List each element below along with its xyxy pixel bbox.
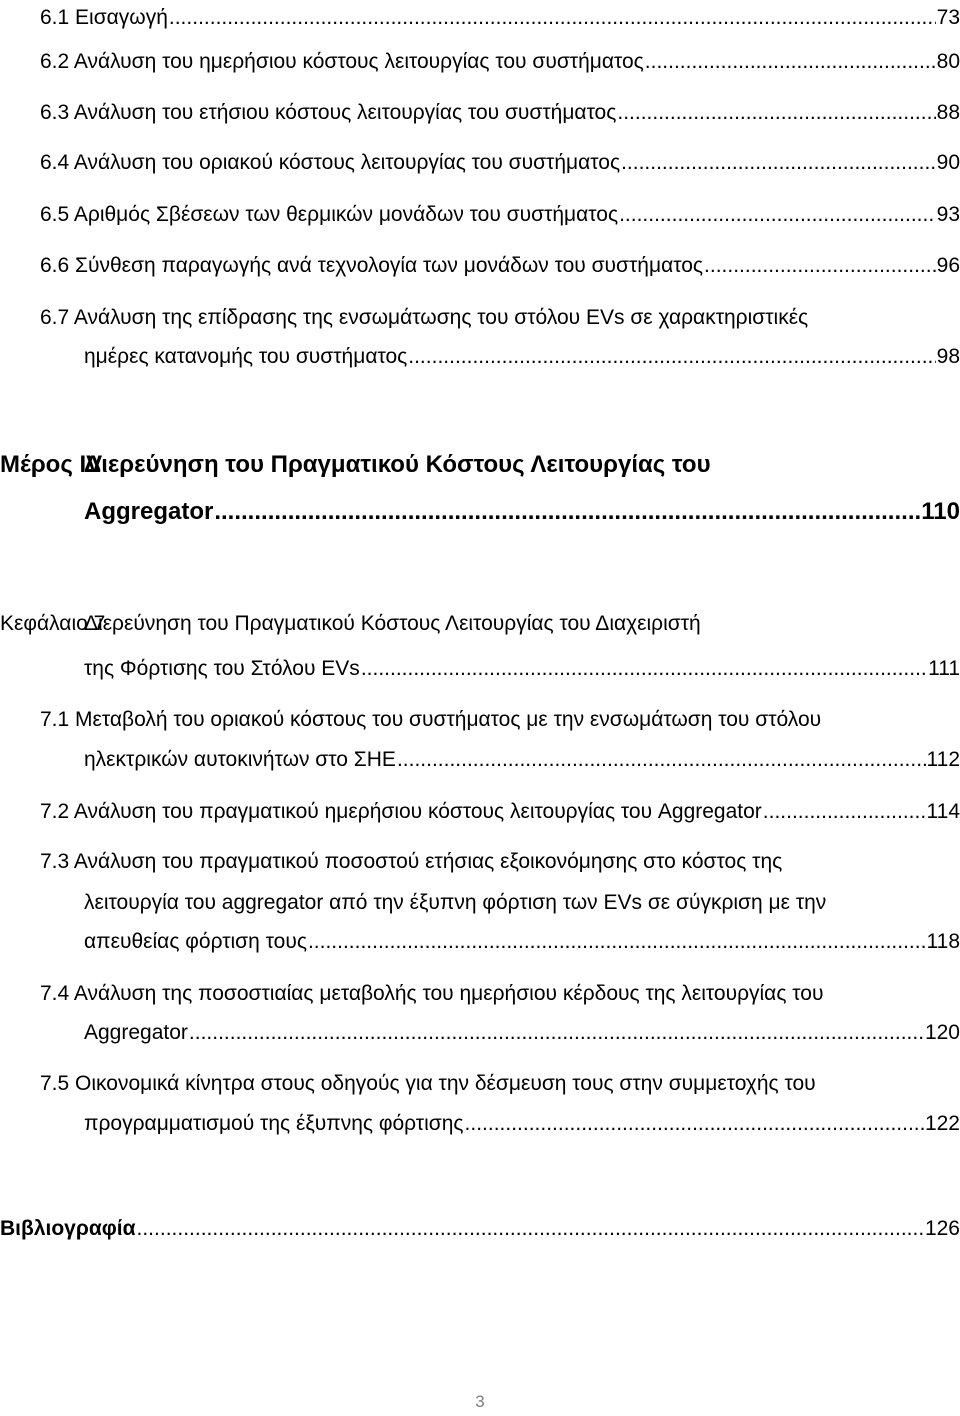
toc-entry-title: Βιβλιογραφία	[0, 1217, 136, 1240]
toc-entry-page: 88	[936, 101, 960, 124]
toc-entry-page: 93	[936, 203, 960, 226]
toc-entry-title: 6.1 Εισαγωγή	[40, 6, 168, 29]
dot-leader	[763, 800, 926, 824]
toc-entry-7-5-line1[interactable]: 7.5 Οικονομικά κίνητρα στους οδηγούς για την δέσμευση τους στην συμμετοχής του	[40, 1072, 816, 1095]
dot-leader	[308, 930, 926, 954]
toc-entry-6-7-line1[interactable]: 6.7 Ανάλυση της επίδρασης της ενσωμάτωσης του στόλου EVs σε χαρακτηριστικές	[40, 306, 809, 329]
toc-entry-chapter-7[interactable]	[84, 657, 960, 681]
part-title-line1[interactable]: Διερεύνηση του Πραγματικού Κόστους Λειτουργίας του	[84, 451, 711, 478]
dot-leader	[361, 657, 927, 681]
dot-leader	[465, 1112, 924, 1136]
toc-entry-title: 6.6 Σύνθεση παραγωγής ανά τεχνολογία των μονάδων του συστήματος	[40, 254, 704, 277]
dot-leader	[645, 50, 936, 74]
toc-entry-7-1[interactable]	[84, 748, 960, 772]
toc-entry-page: 90	[936, 151, 960, 174]
toc-entry-title: 6.2 Ανάλυση του ημερήσιου κόστους λειτουργίας του συστήματος	[40, 50, 644, 73]
toc-entry-page: 122	[924, 1112, 960, 1135]
toc-entry-title: Aggregator	[84, 498, 214, 525]
part-label: Μέρος IV	[0, 451, 103, 478]
toc-entry-6-3[interactable]	[40, 101, 960, 125]
toc-entry-title: 6.4 Ανάλυση του οριακού κόστους λειτουργίας του συστήματος	[40, 151, 621, 174]
toc-entry-page: 112	[926, 748, 960, 771]
toc-entry-title: προγραμματισμού της έξυπνης φόρτισης	[84, 1112, 464, 1135]
toc-entry-page: 120	[924, 1021, 960, 1044]
dot-leader	[169, 6, 936, 30]
toc-entry-6-5[interactable]	[40, 203, 960, 227]
toc-entry-7-4[interactable]	[84, 1021, 960, 1045]
toc-entry-7-3-line2[interactable]: λειτουργία του aggregator από την έξυπνη φόρτιση των EVs σε σύγκριση με την	[84, 891, 827, 914]
page-number: 3	[475, 1392, 485, 1411]
dot-leader	[214, 498, 920, 526]
toc-entry-title: ηλεκτρικών αυτοκινήτων στο ΣΗΕ	[84, 748, 396, 771]
toc-entry-page: 96	[936, 254, 960, 277]
toc-entry-title: απευθείας φόρτιση τους	[84, 930, 307, 953]
dot-leader	[704, 254, 936, 278]
dot-leader	[397, 748, 926, 772]
chapter-title-line1[interactable]: Διερεύνηση του Πραγματικού Κόστους Λειτουργίας του Διαχειριστή	[84, 612, 701, 635]
toc-entry-title: ημέρες κατανομής του συστήματος	[84, 345, 408, 368]
toc-entry-6-7[interactable]	[84, 345, 960, 369]
dot-leader	[617, 101, 935, 125]
toc-entry-6-4[interactable]	[40, 151, 960, 175]
toc-entry-bibliography[interactable]	[0, 1217, 960, 1241]
toc-entry-7-2[interactable]	[40, 800, 960, 824]
dot-leader	[621, 151, 936, 175]
toc-entry-page: 118	[926, 930, 960, 953]
toc-entry-page: 114	[926, 800, 960, 823]
chapter-label: Κεφάλαιο 7	[0, 612, 106, 635]
toc-entry-7-5[interactable]	[84, 1112, 960, 1136]
toc-entry-title: 7.2 Ανάλυση του πραγματικού ημερήσιου κόστους λειτουργίας του Aggregator	[40, 800, 762, 823]
toc-entry-6-1[interactable]	[40, 6, 960, 30]
toc-entry-page: 126	[924, 1217, 960, 1240]
toc-entry-part-4[interactable]	[84, 498, 960, 526]
toc-entry-page: 110	[921, 498, 960, 525]
toc-entry-title: 6.3 Ανάλυση του ετήσιου κόστους λειτουργίας του συστήματος	[40, 101, 617, 124]
dot-leader	[619, 203, 936, 227]
toc-entry-7-4-line1[interactable]: 7.4 Ανάλυση της ποσοστιαίας μεταβολής του ημερήσιου κέρδους της λειτουργίας του	[40, 982, 824, 1005]
toc-entry-page: 111	[928, 657, 960, 680]
toc-entry-page: 80	[936, 50, 960, 73]
dot-leader	[137, 1217, 924, 1241]
dot-leader	[189, 1021, 924, 1045]
toc-entry-7-3[interactable]	[84, 930, 960, 954]
toc-entry-page: 73	[936, 6, 960, 29]
toc-entry-title: της Φόρτισης του Στόλου EVs	[84, 657, 360, 680]
toc-entry-page: 98	[936, 345, 960, 368]
toc-entry-title: Aggregator	[84, 1021, 188, 1044]
toc-entry-7-3-line1[interactable]: 7.3 Ανάλυση του πραγματικού ποσοστού ετήσιας εξοικονόμησης στο κόστος της	[40, 850, 783, 873]
toc-entry-6-2[interactable]	[40, 50, 960, 74]
toc-entry-6-6[interactable]	[40, 254, 960, 278]
toc-entry-title: 6.5 Αριθμός Σβέσεων των θερμικών μονάδων του συστήματος	[40, 203, 619, 226]
dot-leader	[408, 345, 935, 369]
toc-entry-7-1-line1[interactable]: 7.1 Μεταβολή του οριακού κόστους του συστήματος με την ενσωμάτωση του στόλου	[40, 708, 822, 731]
